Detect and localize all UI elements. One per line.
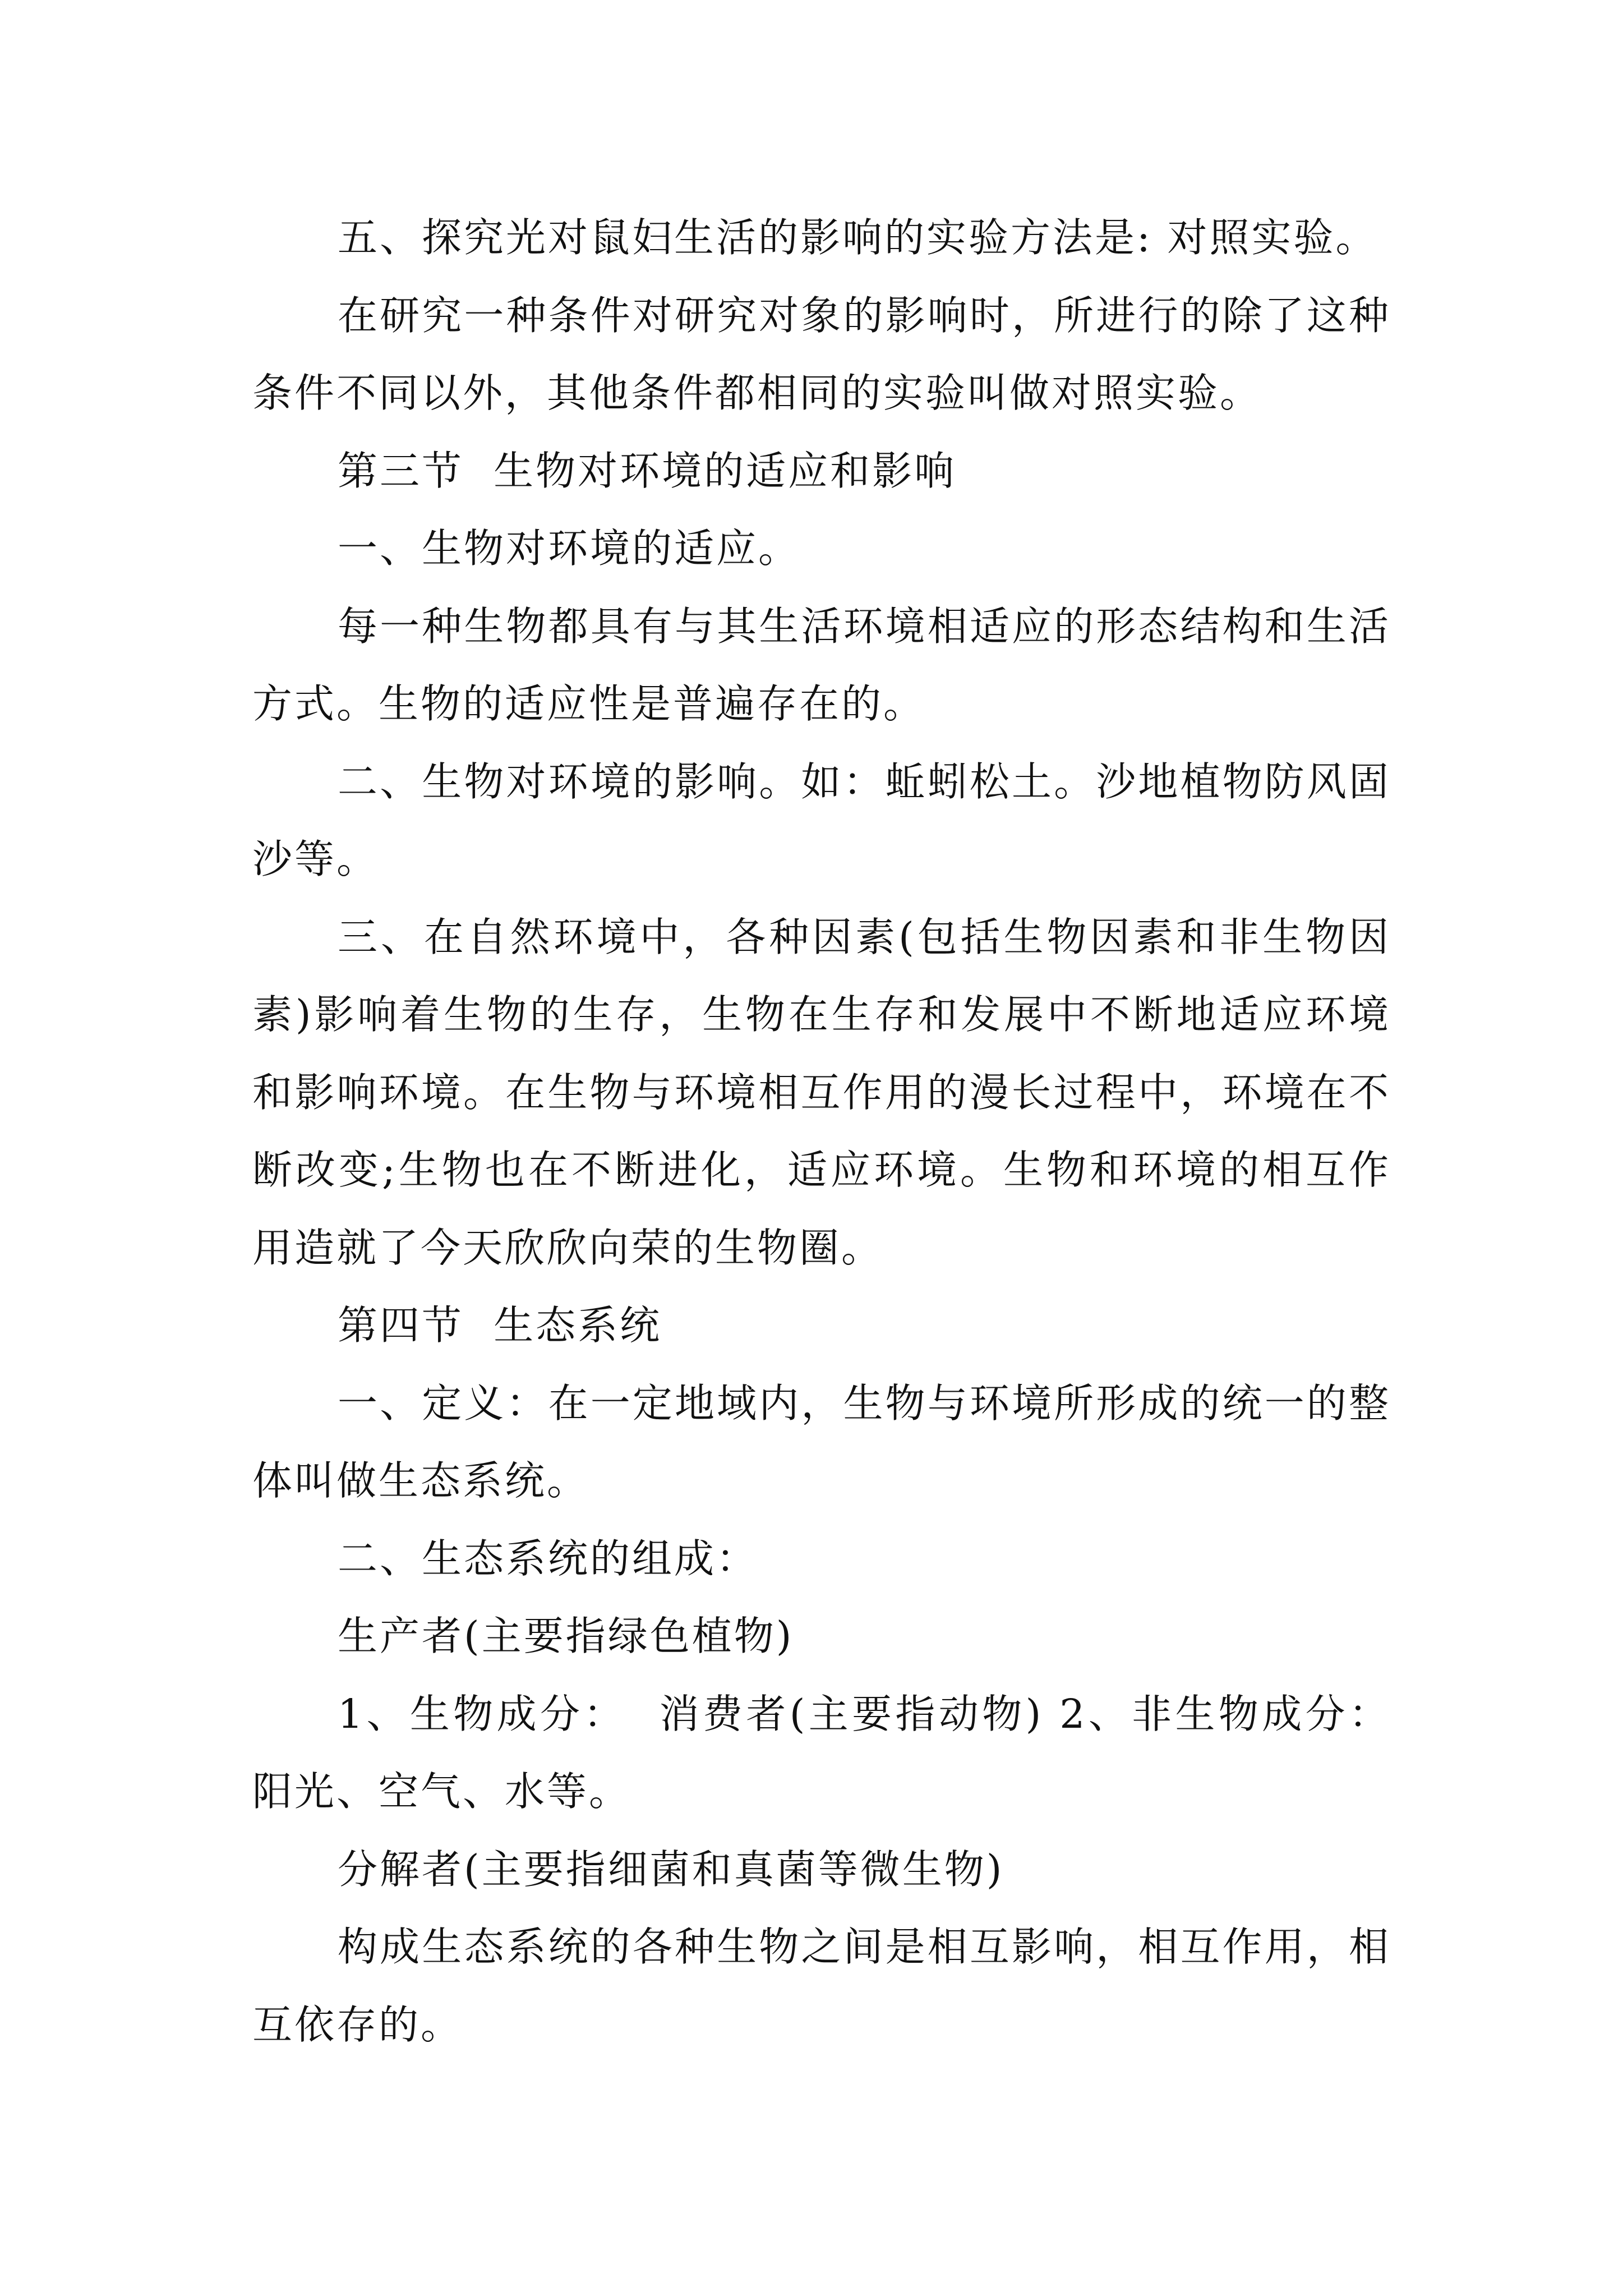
paragraph-influence: 二、生物对环境的影响。如：蚯蚓松土。沙地植物防风固沙等。 — [252, 758, 1391, 882]
document-body — [252, 199, 1391, 2064]
paragraph-ecosystem-definition: 一、定义：在一定地域内，生物与环境所形成的统一的整体叫做生态系统。 — [252, 1379, 1391, 1504]
paragraph-producers: 生产者(主要指绿色植物) — [338, 1613, 794, 1659]
paragraph-experiment-method: 五、探究光对鼠妇生活的影响的实验方法是: 对照实验。 — [338, 214, 1378, 261]
paragraph-decomposers: 分解者(主要指细菌和真菌等微生物) — [338, 1846, 1004, 1893]
section-heading-4: 第四节 生态系统 — [338, 1302, 662, 1349]
paragraph-interdependence: 构成生态系统的各种生物之间是相互影响，相互作用，相互依存的。 — [252, 1924, 1391, 2048]
paragraph-components: 1、生物成分： 消费者(主要指动物) 2、非生物成分：阳光、空气、水等。 — [252, 1690, 1391, 1815]
section-heading-3: 第三节 生物对环境的适应和影响 — [338, 447, 957, 494]
paragraph-control-experiment-definition: 在研究一种条件对研究对象的影响时，所进行的除了这种条件不同以外，其他条件都相同的实验叫做对照实验。 — [252, 292, 1391, 416]
paragraph-ecosystem-composition: 二、生态系统的组成： — [338, 1535, 759, 1582]
paragraph-adaptation-body: 每一种生物都具有与其生活环境相适应的形态结构和生活方式。生物的适应性是普遍存在的。 — [252, 602, 1391, 727]
paragraph-adaptation-heading: 一、生物对环境的适应。 — [338, 525, 801, 572]
paragraph-natural-environment: 三、在自然环境中，各种因素(包括生物因素和非生物因素)影响着生物的生存，生物在生存和发展中不断地适应环境和影响环境。在生物与环境相互作用的漫长过程中，环境在不断改变;生物也在不断进化，适应环境。生物和环境的相互作用造就了今天欣欣向荣的生物圈。 — [252, 913, 1391, 1271]
